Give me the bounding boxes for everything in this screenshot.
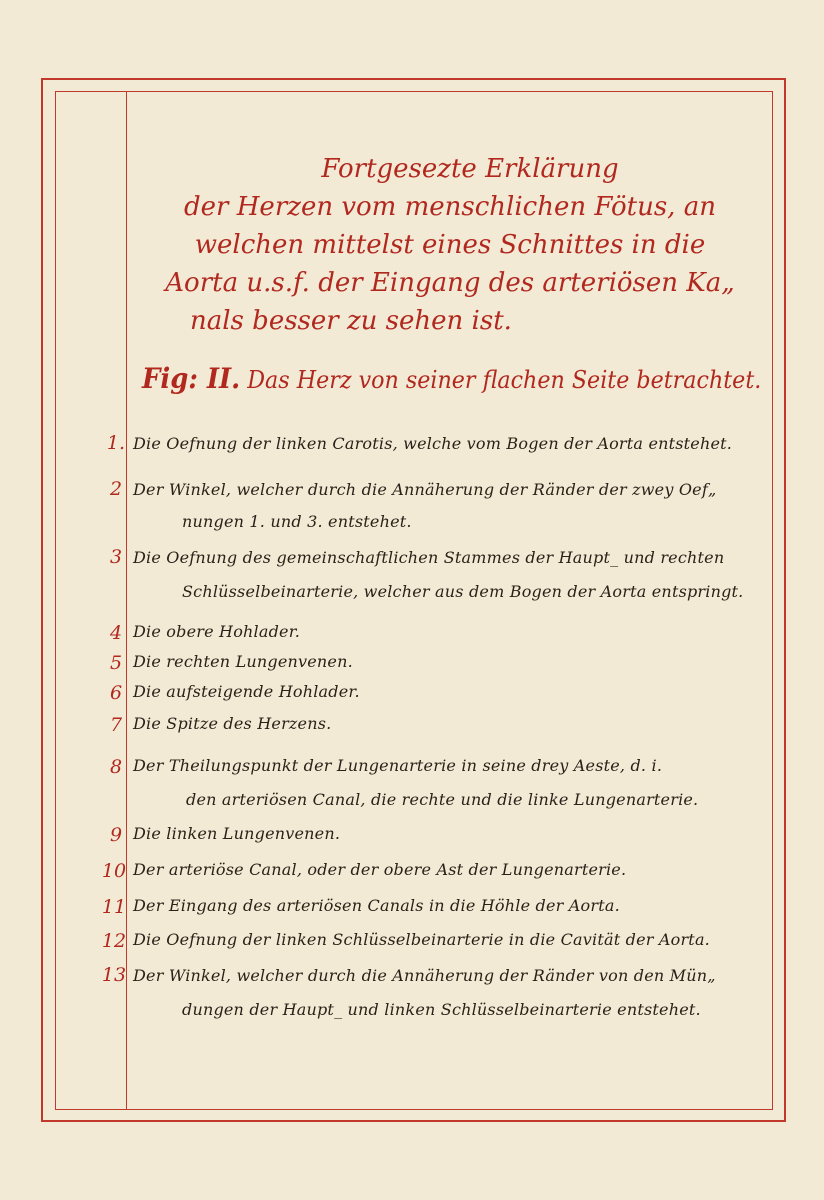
entry-text: Die Oefnung der linken Carotis, welche vom Bogen der Aorta entstehet. <box>133 434 733 453</box>
entry-number: 3 <box>109 546 123 568</box>
entry-text: Die Spitze des Herzens. <box>133 714 332 733</box>
entry-text-continued: nungen 1. und 3. entstehet. <box>182 512 412 531</box>
figure-heading <box>142 362 762 395</box>
margin-rule <box>126 91 127 1110</box>
entry-text: Der Winkel, welcher durch die Annäherung der Ränder von den Mün„ <box>133 966 716 985</box>
figure-label: Fig: II. <box>142 362 241 395</box>
entry-text: Die Oefnung der linken Schlüsselbeinarterie in die Cavität der Aorta. <box>133 930 710 949</box>
entry-number: 11 <box>101 896 127 918</box>
entry-text-continued: Schlüsselbeinarterie, welcher aus dem Bogen der Aorta entspringt. <box>182 582 744 601</box>
entry-text: Der arteriöse Canal, oder der obere Ast der Lungenarterie. <box>133 860 627 879</box>
title-line: nals besser zu sehen ist. <box>190 306 512 336</box>
page-title <box>160 150 740 340</box>
entry-number: 5 <box>109 652 123 674</box>
entry-text: Der Winkel, welcher durch die Annäherung der Ränder der zwey Oef„ <box>133 480 717 499</box>
entry-number: 4 <box>109 622 123 644</box>
entry-text: Die rechten Lungenvenen. <box>133 652 353 671</box>
entry-text: Die Oefnung des gemeinschaftlichen Stammes der Haupt_ und rechten <box>133 548 725 567</box>
entry-number: 9 <box>109 824 123 846</box>
title-line: Fortgesezte Erklärung <box>321 154 619 184</box>
entry-number: 13 <box>101 964 127 986</box>
title-line: welchen mittelst eines Schnittes in die <box>194 230 706 260</box>
entry-text: Der Eingang des arteriösen Canals in die Höhle der Aorta. <box>133 896 620 915</box>
entry-text: Die obere Hohlader. <box>133 622 301 641</box>
entry-number: 8 <box>109 756 123 778</box>
entry-number: 7 <box>109 714 123 736</box>
title-line: Aorta u.s.f. der Eingang des arteriösen Ka„ <box>165 268 735 298</box>
entry-number: 10 <box>101 860 127 882</box>
entry-number: 6 <box>109 682 123 704</box>
entry-text-continued: dungen der Haupt_ und linken Schlüsselbeinarterie entstehet. <box>182 1000 701 1019</box>
entry-number: 2 <box>109 478 123 500</box>
figure-caption: Das Herz von seiner flachen Seite betrachtet. <box>247 366 762 394</box>
entry-text: Der Theilungspunkt der Lungenarterie in seine drey Aeste, d. i. <box>133 756 663 775</box>
entry-number: 1. <box>106 432 126 454</box>
title-line: der Herzen vom menschlichen Fötus, an <box>184 192 716 222</box>
entry-text: Die linken Lungenvenen. <box>133 824 341 843</box>
entry-text-continued: den arteriösen Canal, die rechte und die linke Lungenarterie. <box>186 790 699 809</box>
entry-number: 12 <box>101 930 127 952</box>
entry-text: Die aufsteigende Hohlader. <box>133 682 360 701</box>
